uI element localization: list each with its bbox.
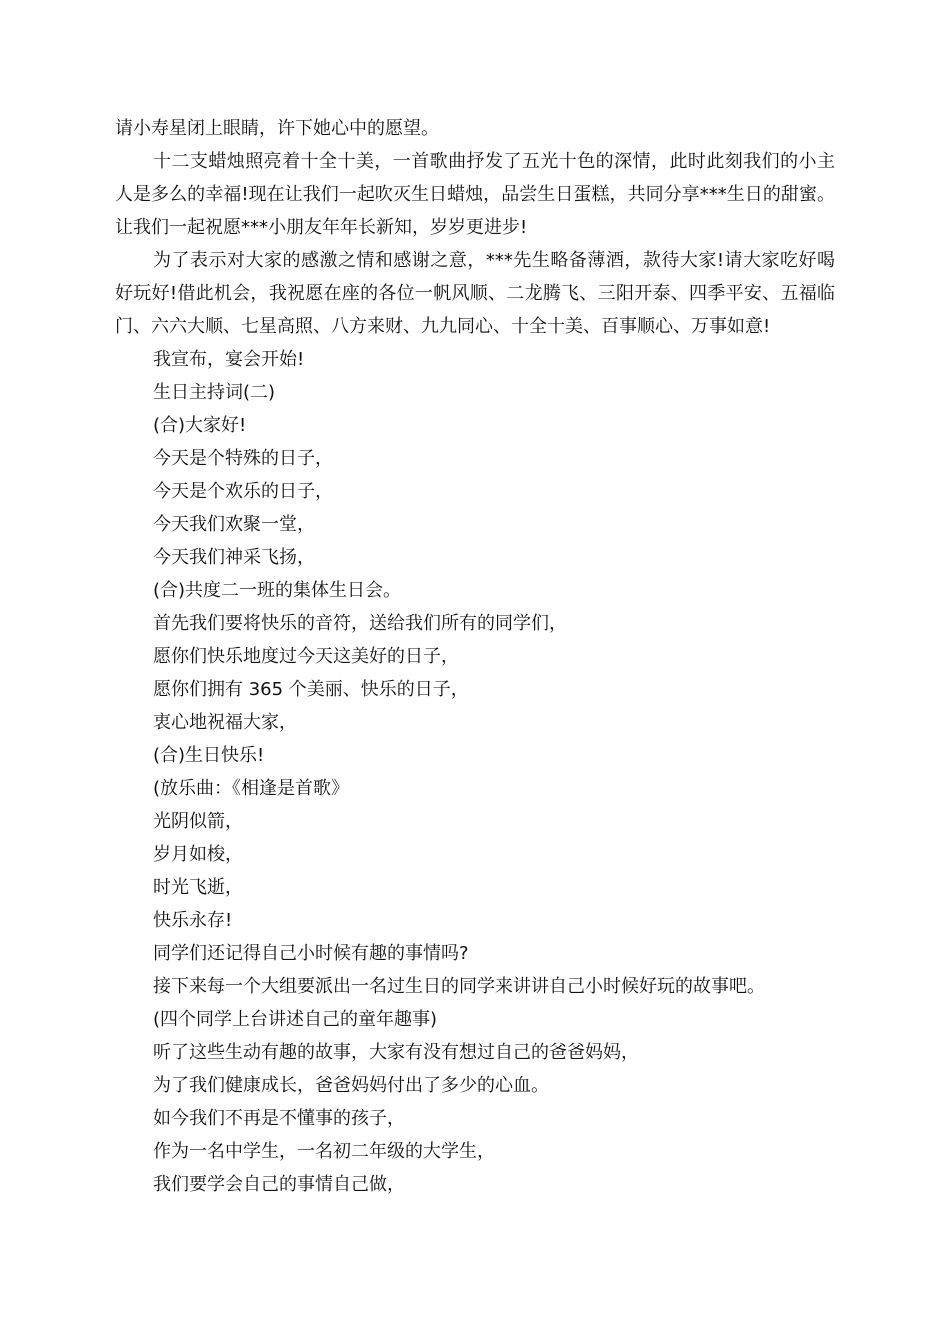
paragraph: 为了表示对大家的感激之情和感谢之意，***先生略备薄酒，款待大家!请大家吃好喝好玩好!借此机会，我祝愿在座的各位一帆风顺、二龙腾飞、三阳开泰、四季平安、五福临门、六六大顺、七星高照、八方来财、九九同心、十全十美、百事顺心、万事如意! (115, 250, 835, 337)
paragraph: 愿你们拥有 365 个美丽、快乐的日子， (153, 679, 469, 700)
paragraph: 今天我们欢聚一堂， (153, 514, 315, 535)
paragraph: 愿你们快乐地度过今天这美好的日子， (153, 646, 459, 667)
paragraph: 今天我们神采飞扬， (153, 547, 315, 568)
paragraph: 今天是个欢乐的日子， (153, 481, 333, 502)
paragraph: 快乐永存! (153, 910, 233, 931)
paragraph: 衷心地祝福大家， (153, 712, 297, 733)
paragraph: (四个同学上台讲述自己的童年趣事) (153, 1009, 438, 1030)
section-heading: 生日主持词(二) (153, 382, 276, 403)
paragraph: 作为一名中学生，一名初二年级的大学生， (153, 1141, 495, 1162)
paragraph: (放乐曲：《相逢是首歌》 (153, 778, 350, 799)
paragraph: 如今我们不再是不懂事的孩子， (153, 1108, 405, 1129)
paragraph: (合)大家好! (153, 415, 247, 436)
paragraph: 时光飞逝， (153, 877, 243, 898)
paragraph: (合)共度二一班的集体生日会。 (153, 580, 402, 601)
paragraph: 今天是个特殊的日子， (153, 448, 333, 469)
document-body (115, 112, 835, 1201)
paragraph: (合)生日快乐! (153, 745, 265, 766)
paragraph: 听了这些生动有趣的故事，大家有没有想过自己的爸爸妈妈， (153, 1042, 639, 1063)
paragraph: 岁月如梭， (153, 844, 243, 865)
paragraph: 请小寿星闭上眼睛，许下她心中的愿望。 (115, 118, 439, 139)
paragraph: 首先我们要将快乐的音符，送给我们所有的同学们， (153, 613, 567, 634)
paragraph: 同学们还记得自己小时候有趣的事情吗? (153, 943, 469, 964)
paragraph: 光阴似箭， (153, 811, 243, 832)
paragraph: 十二支蜡烛照亮着十全十美，一首歌曲抒发了五光十色的深情，此时此刻我们的小主人是多么的幸福!现在让我们一起吹灭生日蜡烛，品尝生日蛋糕，共同分享***生日的甜蜜。让我们一起祝愿***小朋友年年长新知，岁岁更进步! (115, 151, 835, 238)
paragraph: 接下来每一个大组要派出一名过生日的同学来讲讲自己小时候好玩的故事吧。 (153, 976, 765, 997)
paragraph: 为了我们健康成长，爸爸妈妈付出了多少的心血。 (153, 1075, 549, 1096)
paragraph: 我们要学会自己的事情自己做， (153, 1174, 405, 1195)
paragraph: 我宣布，宴会开始! (153, 349, 305, 370)
